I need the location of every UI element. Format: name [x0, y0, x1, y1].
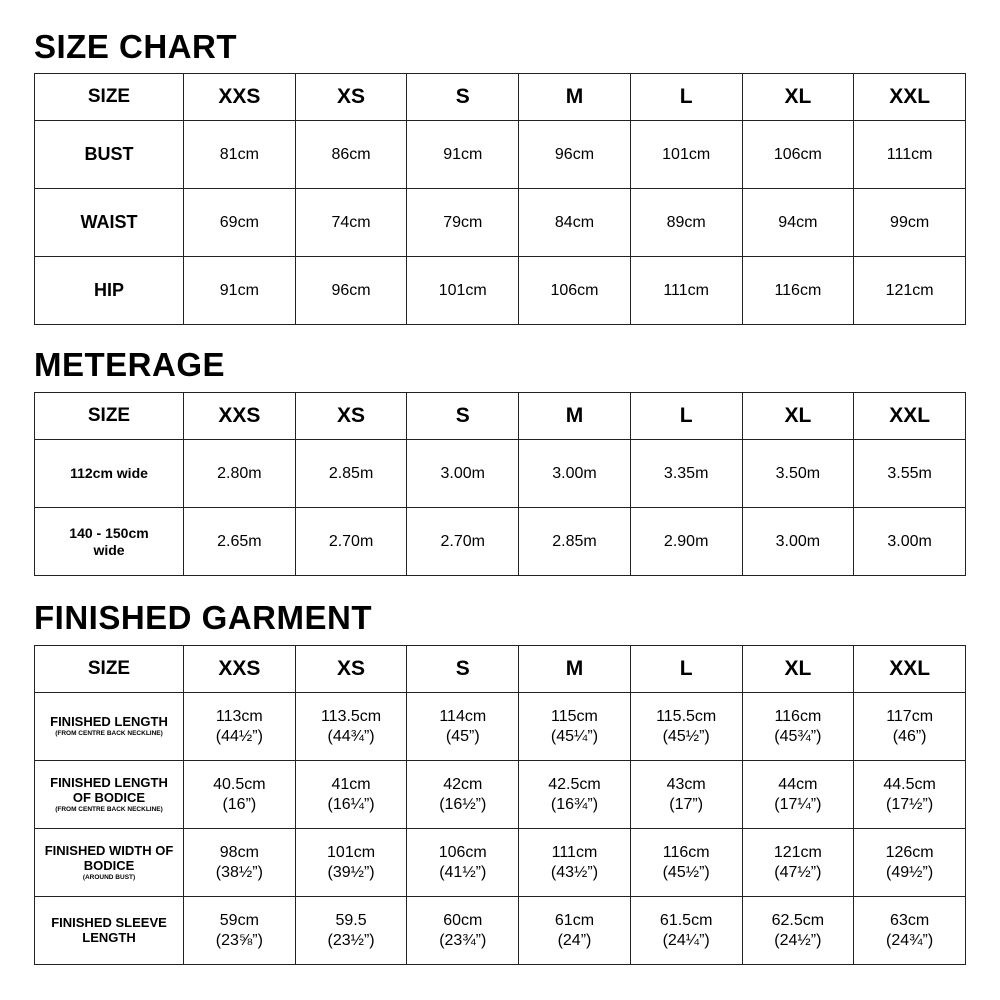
metric-value: 44.5cm: [883, 776, 936, 794]
table-cell: 2.85m: [519, 508, 631, 576]
table-cell: [742, 693, 854, 761]
size-header-l: L: [630, 393, 742, 440]
size-header-xxl: XXL: [854, 393, 966, 440]
table-cell: 89cm: [630, 189, 742, 257]
metric-value: 62.5cm: [771, 912, 825, 930]
imperial-value: (17½”): [886, 795, 934, 813]
table-cell: [184, 897, 296, 965]
size-header-l: L: [630, 646, 742, 693]
imperial-value: (39½”): [327, 863, 375, 881]
finished-garment-title: FINISHED GARMENT: [34, 599, 372, 636]
size-header-xxl: XXL: [854, 646, 966, 693]
table-cell: 2.70m: [295, 508, 407, 576]
metric-value: 114cm: [439, 708, 487, 726]
table-cell: [295, 897, 407, 965]
table-cell: [184, 761, 296, 829]
metric-value: 111cm: [551, 844, 598, 862]
imperial-value: (45½”): [662, 863, 710, 881]
imperial-value: (49½”): [886, 863, 934, 881]
table-cell: 2.90m: [630, 508, 742, 576]
table-row: [35, 257, 966, 325]
finished-garment-body: [35, 693, 966, 965]
size-header-m: M: [519, 646, 631, 693]
size-header-label: SIZE: [35, 74, 184, 121]
table-cell: 3.00m: [742, 508, 854, 576]
metric-value: 42cm: [443, 776, 483, 794]
row-label-waist: WAIST: [35, 189, 184, 257]
table-cell: [630, 829, 742, 897]
table-cell: [854, 897, 966, 965]
metric-value: 61.5cm: [659, 912, 713, 930]
metric-value: 60cm: [443, 912, 483, 930]
meterage-table: [34, 392, 966, 576]
table-cell: 2.80m: [184, 440, 296, 508]
size-header-l: L: [630, 74, 742, 121]
imperial-value: (43½”): [550, 863, 599, 881]
metric-value: 41cm: [331, 776, 371, 794]
row-label-112cm-wide: 112cm wide: [35, 440, 184, 508]
table-cell: 121cm: [854, 257, 966, 325]
metric-value: 59cm: [219, 912, 259, 930]
table-cell: 91cm: [184, 257, 296, 325]
metric-value: 126cm: [885, 844, 934, 862]
table-row: [35, 508, 966, 576]
size-chart-header-row: [35, 74, 966, 121]
metric-value: 40.5cm: [213, 776, 266, 794]
row-label-text: FINISHED SLEEVE LENGTH: [51, 914, 167, 945]
table-cell: 84cm: [519, 189, 631, 257]
table-cell: 69cm: [184, 189, 296, 257]
table-cell: 3.00m: [519, 440, 631, 508]
size-header-xxl: XXL: [854, 74, 966, 121]
table-row: [35, 189, 966, 257]
table-cell: [630, 897, 742, 965]
table-cell: [742, 897, 854, 965]
row-label: [35, 897, 184, 965]
size-header-xl: XL: [742, 393, 854, 440]
size-header-xxs: XXS: [184, 393, 296, 440]
row-label-note: (AROUND BUST): [82, 873, 136, 881]
table-row: [35, 440, 966, 508]
table-cell: 101cm: [630, 121, 742, 189]
imperial-value: (23¾”): [439, 931, 487, 949]
row-label-note: (FROM CENTRE BACK NECKLINE): [55, 805, 163, 813]
imperial-value: (45”): [445, 727, 480, 745]
imperial-value: (16”): [222, 795, 257, 813]
row-label: [35, 829, 184, 897]
imperial-value: (45¼”): [550, 727, 599, 745]
table-cell: [407, 829, 519, 897]
metric-value: 59.5: [335, 912, 367, 930]
metric-value: 101cm: [327, 844, 376, 862]
row-label-hip: HIP: [35, 257, 184, 325]
size-header-xxs: XXS: [184, 646, 296, 693]
table-cell: 106cm: [742, 121, 854, 189]
row-label: [35, 761, 184, 829]
metric-value: 42.5cm: [548, 776, 601, 794]
imperial-value: (38½”): [215, 863, 263, 881]
meterage-title: METERAGE: [34, 346, 226, 383]
table-cell: [630, 693, 742, 761]
metric-value: 113cm: [215, 708, 263, 726]
table-cell: [407, 693, 519, 761]
imperial-value: (45¾”): [774, 727, 822, 745]
table-cell: [742, 829, 854, 897]
imperial-value: (46”): [892, 727, 927, 745]
imperial-value: (45½”): [662, 727, 710, 745]
meterage-header-row: [35, 393, 966, 440]
table-cell: 116cm: [742, 257, 854, 325]
table-cell: [295, 693, 407, 761]
size-header-label: SIZE: [35, 646, 184, 693]
metric-value: 113.5cm: [320, 708, 382, 726]
table-cell: [407, 761, 519, 829]
size-header-xl: XL: [742, 646, 854, 693]
imperial-value: (23½”): [327, 931, 375, 949]
table-cell: 86cm: [295, 121, 407, 189]
metric-value: 44cm: [778, 776, 818, 794]
table-cell: [295, 829, 407, 897]
metric-value: 117cm: [886, 708, 934, 726]
table-cell: [519, 829, 631, 897]
table-cell: [519, 761, 631, 829]
imperial-value: (41½”): [439, 863, 487, 881]
table-cell: [519, 897, 631, 965]
size-chart-table: [34, 73, 966, 325]
table-row: [35, 829, 966, 897]
table-cell: [184, 693, 296, 761]
size-header-s: S: [407, 646, 519, 693]
table-cell: 3.55m: [854, 440, 966, 508]
table-cell: 91cm: [407, 121, 519, 189]
table-cell: 106cm: [519, 257, 631, 325]
metric-value: 115cm: [551, 708, 598, 726]
imperial-value: (47½”): [774, 863, 822, 881]
imperial-value: (24½”): [774, 931, 822, 949]
size-chart-title: SIZE CHART: [34, 28, 237, 65]
imperial-value: (24”): [557, 931, 592, 949]
table-cell: 3.00m: [854, 508, 966, 576]
row-label-text: FINISHED WIDTH OF BODICE: [44, 842, 174, 873]
metric-value: 63cm: [890, 912, 930, 930]
table-cell: [854, 693, 966, 761]
table-cell: 99cm: [854, 189, 966, 257]
row-label: [35, 693, 184, 761]
finished-garment-table: [34, 645, 966, 965]
metric-value: 116cm: [662, 844, 710, 862]
table-cell: 3.35m: [630, 440, 742, 508]
imperial-value: (16½”): [439, 795, 487, 813]
imperial-value: (17¼”): [774, 795, 822, 813]
table-cell: 3.00m: [407, 440, 519, 508]
table-cell: 2.85m: [295, 440, 407, 508]
metric-value: 61cm: [554, 912, 595, 930]
table-cell: 2.65m: [184, 508, 296, 576]
table-cell: 111cm: [854, 121, 966, 189]
size-header-m: M: [519, 393, 631, 440]
table-cell: [742, 761, 854, 829]
metric-value: 115.5cm: [656, 708, 717, 726]
metric-value: 106cm: [438, 844, 487, 862]
row-label-text: FINISHED LENGTH OF BODICE: [50, 774, 168, 805]
row-label-text: FINISHED LENGTH: [50, 714, 168, 730]
size-header-s: S: [407, 74, 519, 121]
size-header-xl: XL: [742, 74, 854, 121]
table-cell: 81cm: [184, 121, 296, 189]
imperial-value: (24¾”): [886, 931, 934, 949]
row-label-bust: BUST: [35, 121, 184, 189]
table-cell: 101cm: [407, 257, 519, 325]
table-cell: [854, 761, 966, 829]
table-cell: [184, 829, 296, 897]
metric-value: 98cm: [219, 844, 259, 862]
size-header-label: SIZE: [35, 393, 184, 440]
table-row: [35, 121, 966, 189]
table-cell: 96cm: [519, 121, 631, 189]
finished-garment-header-row: [35, 646, 966, 693]
size-header-xxs: XXS: [184, 74, 296, 121]
table-cell: 74cm: [295, 189, 407, 257]
table-cell: [854, 829, 966, 897]
size-header-s: S: [407, 393, 519, 440]
imperial-value: (44¾”): [327, 727, 375, 745]
table-cell: [630, 761, 742, 829]
imperial-value: (16¼”): [327, 795, 375, 813]
table-row: [35, 693, 966, 761]
table-cell: [519, 693, 631, 761]
table-cell: [295, 761, 407, 829]
table-cell: 3.50m: [742, 440, 854, 508]
size-header-xs: XS: [295, 393, 407, 440]
table-cell: [407, 897, 519, 965]
table-row: [35, 897, 966, 965]
metric-value: 43cm: [666, 776, 706, 794]
table-cell: 79cm: [407, 189, 519, 257]
size-header-xs: XS: [295, 74, 407, 121]
imperial-value: (23⅝”): [215, 931, 263, 949]
metric-value: 121cm: [773, 844, 822, 862]
metric-value: 116cm: [774, 708, 822, 726]
row-label-140-150cm-wide: 140 - 150cm wide: [35, 508, 184, 576]
imperial-value: (24¼”): [662, 931, 710, 949]
imperial-value: (44½”): [215, 727, 263, 745]
table-cell: 111cm: [630, 257, 742, 325]
row-label-note: (FROM CENTRE BACK NECKLINE): [55, 730, 163, 738]
size-header-m: M: [519, 74, 631, 121]
imperial-value: (17”): [669, 795, 704, 813]
table-row: [35, 761, 966, 829]
imperial-value: (16¾”): [550, 795, 599, 813]
table-cell: 96cm: [295, 257, 407, 325]
size-header-xs: XS: [295, 646, 407, 693]
table-cell: 2.70m: [407, 508, 519, 576]
table-cell: 94cm: [742, 189, 854, 257]
